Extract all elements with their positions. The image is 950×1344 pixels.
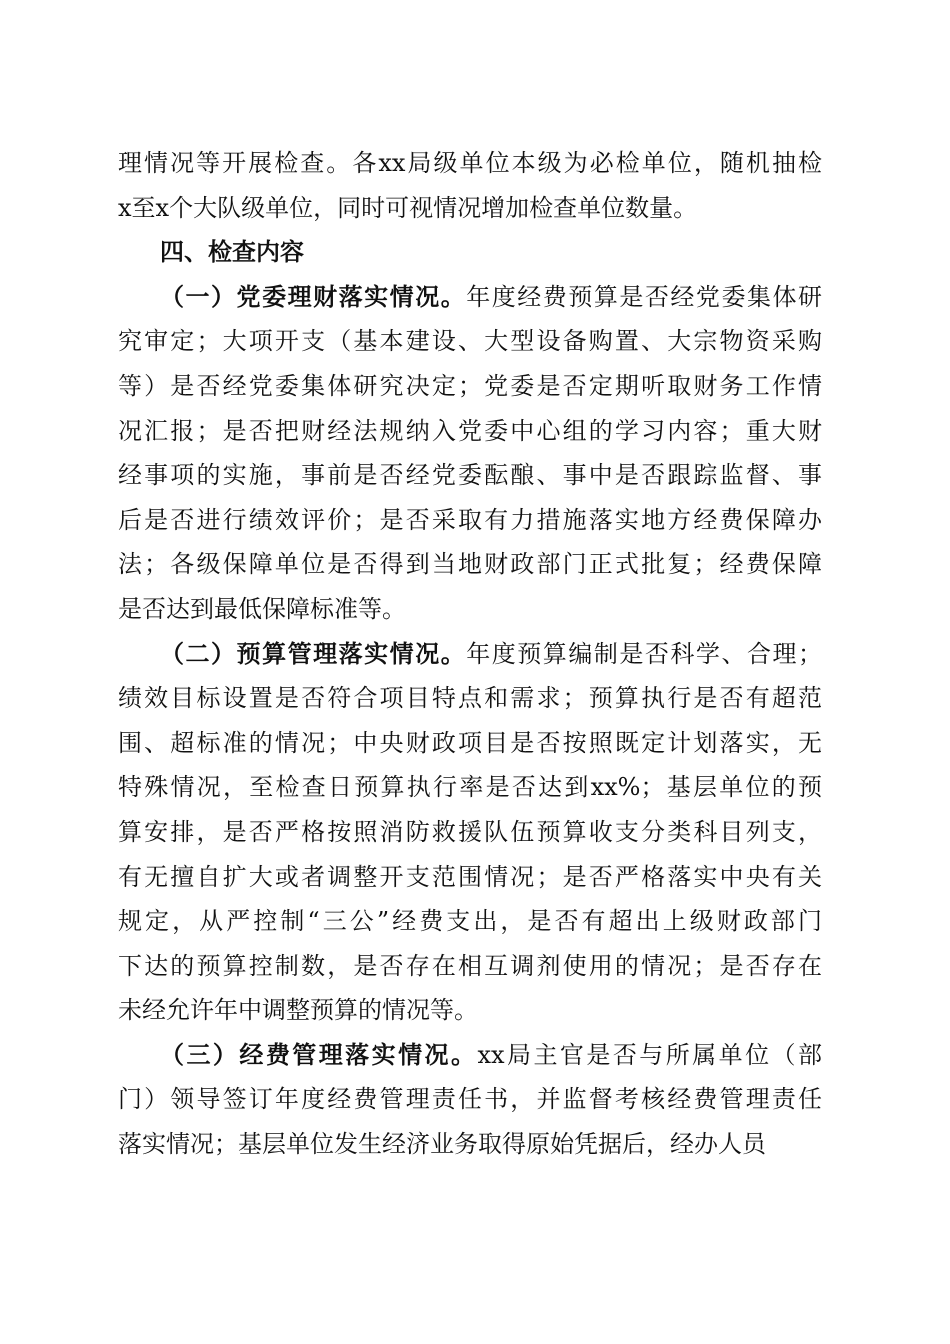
text-line: 特殊情况，至检查日预算执行率是否达到xx%；基层单位的预 (118, 773, 822, 802)
paragraph-first-line (118, 1033, 822, 1078)
paragraph-first-line (118, 632, 822, 677)
text-line: 究审定；大项开支（基本建设、大型设备购置、大宗物资采购 (118, 327, 822, 356)
section-body (118, 275, 822, 1167)
text-line: 后是否进行绩效评价；是否采取有力措施落实地方经费保障办 (118, 505, 822, 534)
text-line: 门）领导签订年度经费管理责任书，并监督考核经费管理责任 (118, 1085, 822, 1114)
text-line: 理情况等开展检查。各xx局级单位本级为必检单位，随机抽检 (118, 149, 822, 177)
text-line: 绩效目标设置是否符合项目特点和需求；预算执行是否有超范 (118, 684, 822, 713)
paragraph-text: 年度预算编制是否科学、合理； (466, 639, 823, 668)
text-line: 法；各级保障单位是否得到当地财政部门正式批复；经费保障 (118, 550, 822, 579)
text-line: 等）是否经党委集体研究决定；党委是否定期听取财务工作情 (118, 371, 822, 400)
text-line: 围、超标准的情况；中央财政项目是否按照既定计划落实，无 (118, 728, 822, 757)
paragraph-text: xx局主官是否与所属单位（部 (477, 1040, 822, 1069)
text-line: 落实情况；基层单位发生经济业务取得原始凭据后，经办人员 (118, 1130, 766, 1159)
text-line: 未经允许年中调整预算的情况等。 (118, 996, 478, 1025)
text-line: 下达的预算控制数，是否存在相互调剂使用的情况；是否存在 (118, 951, 822, 980)
text-line: 况汇报；是否把财经法规纳入党委中心组的学习内容；重大财 (118, 416, 822, 445)
text-line: 是否达到最低保障标准等。 (118, 594, 406, 623)
text-line: 算安排，是否严格按照消防救援队伍预算收支分类科目列支， (118, 817, 822, 846)
section-heading: 四、检查内容 (160, 238, 304, 267)
document-page (118, 141, 822, 1167)
paragraph-lead: （三）经费管理落实情况。 (160, 1039, 478, 1069)
text-line: 有无擅自扩大或者调整开支范围情况；是否严格落实中央有关 (118, 862, 822, 891)
paragraph-text: 年度经费预算是否经党委集体研 (466, 282, 823, 311)
text-line: x至x个大队级单位，同时可视情况增加检查单位数量。 (118, 193, 698, 222)
text-line: 经事项的实施，事前是否经党委酝酿、事中是否跟踪监督、事 (118, 461, 822, 490)
paragraph-lead: （二）预算管理落实情况。 (160, 638, 467, 668)
text-line: 规定，从严控制“三公”经费支出，是否有超出上级财政部门 (118, 907, 822, 936)
paragraph-first-line (118, 275, 822, 320)
paragraph-lead: （一）党委理财落实情况。 (160, 281, 467, 311)
